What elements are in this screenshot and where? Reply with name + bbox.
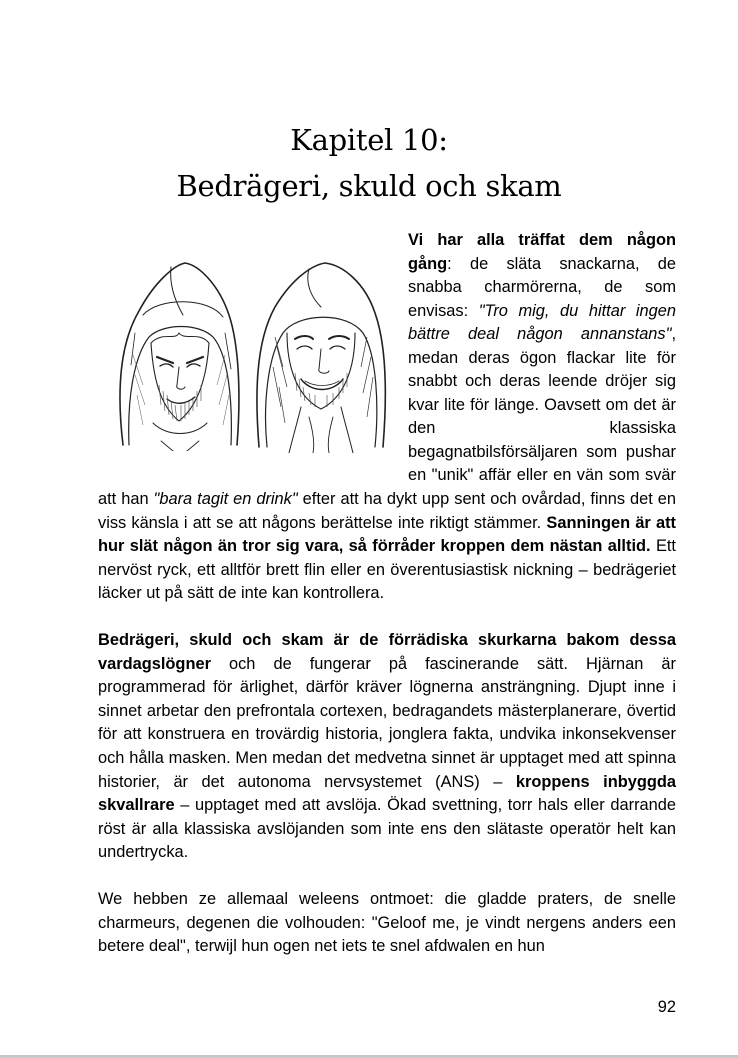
emphasis-run: Bedrägeri, skuld och skam är de förrädiska skurkarna bakom dessa vardagslögner bbox=[98, 631, 676, 673]
chapter-title bbox=[0, 117, 738, 209]
text-run: Ett nervöst ryck, ett alltför brett flin eller en överentusiastisk nickning – bedrägeriet läcker ut på sätt de inte kan kontrollera. bbox=[98, 537, 676, 603]
lead-phrase: Vi har alla träffat dem någon gång bbox=[408, 231, 676, 273]
text-run: och de fungerar på fascinerande sätt. Hjärnan är programmerad för ärlighet, därför kräver lögnerna ansträngning. Djupt inne i sinnet arbetar den prefrontala cortexen, bedragandets mästerplanerare, övertid för att konstruera en trovärdig historia, jonglera fakta, undvika inkonsekvenser och hålla masken. Men medan det medvetna sinnet är upptaget med att spinna historier, är det autonoma nervsystemet (ANS) – bbox=[98, 654, 676, 791]
text-run: , medan deras ögon flackar lite för snabbt och deras leende dröjer sig kvar lite för länge. Oavsett om det är den klassiska begagnatbilsförsäljaren som pushar en "unik" affär eller en vän som svär att han bbox=[98, 325, 676, 509]
quote-run: "Tro mig, du hittar ingen bättre deal någon annanstans" bbox=[408, 301, 676, 344]
text-run: efter att ha dykt upp sent och ovårdad, finns det en viss känsla i att se att någons berättelse inte riktigt stämmer. bbox=[98, 490, 676, 532]
paragraph-2 bbox=[98, 629, 676, 864]
emphasis-run: kroppens inbyggda skvallrare bbox=[98, 772, 676, 815]
page-number: 92 bbox=[657, 998, 676, 1016]
chapter-body bbox=[98, 229, 676, 983]
text-run: We hebben ze allemaal weleens ontmoet: die gladde praters, de snelle charmeurs, degenen die volhouden: "Geloof me, je vindt nergens anders een betere deal", terwijl hun ogen net iets te snel afdwalen en hun bbox=[98, 890, 676, 956]
smiling-hooded-man-image bbox=[253, 247, 389, 453]
emphasis-run: Sanningen är att hur slät någon än tror sig vara, så förråder kroppen dem nästan alltid. bbox=[98, 513, 676, 556]
chapter-subtitle: Bedrägeri, skuld och skam bbox=[176, 169, 562, 203]
paragraph-3 bbox=[98, 888, 676, 959]
text-run: : de släta snackarna, de snabba charmörerna, de som envisas: bbox=[408, 254, 676, 320]
sly-hooded-man-sketch-icon bbox=[113, 245, 245, 451]
smiling-hooded-man-sketch-icon bbox=[253, 247, 389, 453]
text-run: – upptaget med att avslöja. Ökad svettning, torr hals eller darrande röst är alla klassiska avslöjanden som inte ens den slätaste operatör helt kan undertrycka. bbox=[98, 796, 676, 862]
quote-run: "bara tagit en drink" bbox=[153, 490, 298, 509]
chapter-number: Kapitel 10: bbox=[290, 123, 448, 157]
portrait-illustration bbox=[98, 229, 394, 467]
sly-hooded-man-image bbox=[113, 245, 245, 451]
